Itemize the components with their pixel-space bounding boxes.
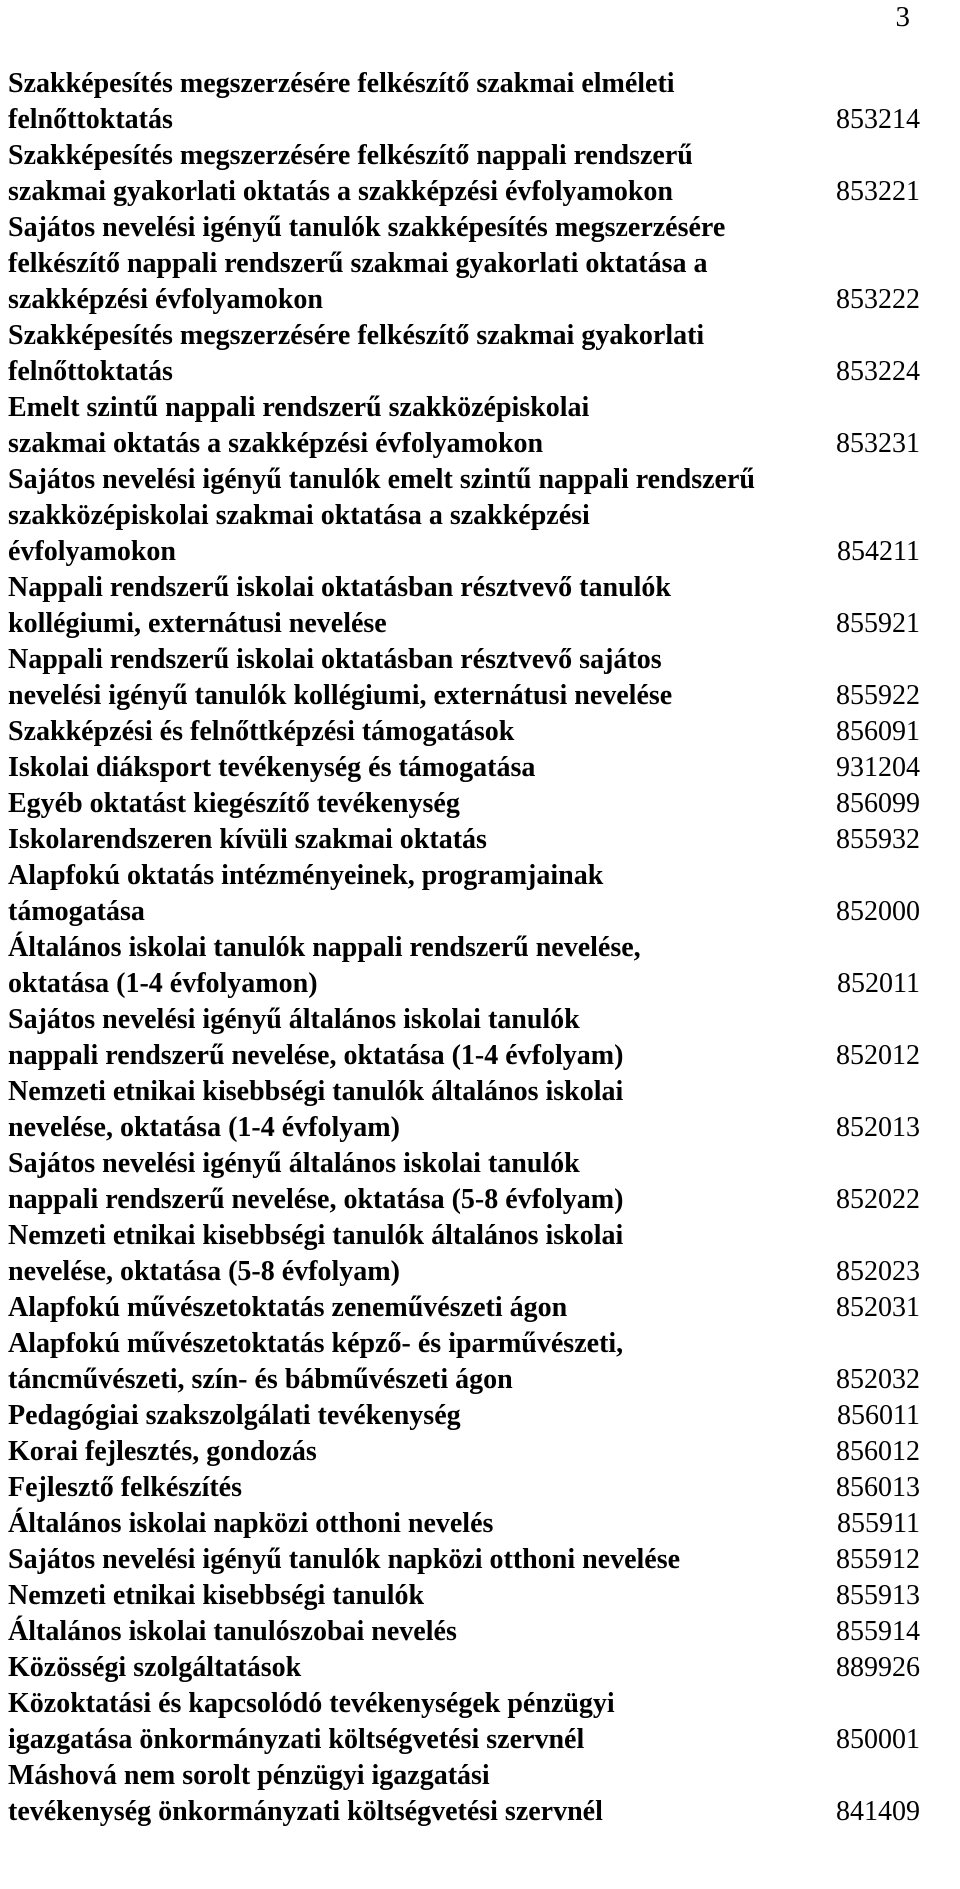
activity-name: Közösségi szolgáltatások	[8, 1652, 302, 1683]
activity-name: Közoktatási és kapcsolódó tevékenységek pénzügyi igazgatása önkormányzati költségvetési szervnél	[8, 1688, 615, 1755]
activity-name: Szakképesítés megszerzésére felkészítő szakmai gyakorlati felnőttoktatás	[8, 320, 705, 387]
list-item	[8, 570, 920, 642]
list-item	[8, 210, 920, 318]
activity-code: 855922	[836, 680, 920, 711]
list-item	[8, 786, 920, 822]
activity-code: 853214	[836, 104, 920, 135]
activity-name: Sajátos nevelési igényű általános iskolai tanulók nappali rendszerű nevelése, oktatása (1-4 évfolyam)	[8, 1004, 624, 1071]
activity-code: 850001	[836, 1724, 920, 1755]
activity-code: 853231	[836, 428, 920, 459]
activity-code: 856099	[836, 788, 920, 819]
list-item	[8, 66, 920, 138]
activity-name: Szakképesítés megszerzésére felkészítő nappali rendszerű szakmai gyakorlati oktatás a szakképzési évfolyamokon	[8, 140, 693, 207]
activity-name: Nappali rendszerű iskolai oktatásban résztvevő tanulók kollégiumi, externátusi nevelése	[8, 572, 671, 639]
activity-code: 889926	[836, 1652, 920, 1683]
list-item	[8, 1470, 920, 1506]
activity-code: 856013	[836, 1472, 920, 1503]
list-item	[8, 858, 920, 930]
activity-code: 852000	[836, 896, 920, 927]
activity-name: Nemzeti etnikai kisebbségi tanulók általános iskolai nevelése, oktatása (1-4 évfolyam)	[8, 1076, 624, 1143]
list-item	[8, 1398, 920, 1434]
activity-code: 853221	[836, 176, 920, 207]
activity-code: 852023	[836, 1256, 920, 1287]
activity-name: Iskolai diáksport tevékenység és támogatása	[8, 752, 536, 783]
activity-name: Iskolarendszeren kívüli szakmai oktatás	[8, 824, 487, 855]
activity-code: 931204	[836, 752, 920, 783]
activity-code: 856012	[836, 1436, 920, 1467]
activity-code: 853224	[836, 356, 920, 387]
activity-name: Általános iskolai tanulók nappali rendszerű nevelése, oktatása (1-4 évfolyamon)	[8, 932, 641, 999]
list-item	[8, 930, 920, 1002]
activity-name: Nemzeti etnikai kisebbségi tanulók	[8, 1580, 425, 1611]
activity-name: Szakképesítés megszerzésére felkészítő szakmai elméleti felnőttoktatás	[8, 68, 675, 135]
activity-code: 852012	[836, 1040, 920, 1071]
activity-name: Nemzeti etnikai kisebbségi tanulók általános iskolai nevelése, oktatása (5-8 évfolyam)	[8, 1220, 624, 1287]
activity-name: Sajátos nevelési igényű általános iskolai tanulók nappali rendszerű nevelése, oktatása (5-8 évfolyam)	[8, 1148, 624, 1215]
list-item	[8, 390, 920, 462]
activity-name: Pedagógiai szakszolgálati tevékenység	[8, 1400, 461, 1431]
activity-code: 852011	[837, 968, 920, 999]
list-item	[8, 1218, 920, 1290]
activity-code: 855914	[836, 1616, 920, 1647]
activity-code: 853222	[836, 284, 920, 315]
activity-name: Máshová nem sorolt pénzügyi igazgatási tevékenység önkormányzati költségvetési szervnél	[8, 1760, 603, 1827]
activity-name: Egyéb oktatást kiegészítő tevékenység	[8, 788, 460, 819]
activity-code: 852022	[836, 1184, 920, 1215]
list-item	[8, 1758, 920, 1830]
activity-name: Általános iskolai napközi otthoni nevelés	[8, 1508, 494, 1539]
activity-code: 855911	[837, 1508, 920, 1539]
list-item	[8, 1326, 920, 1398]
page-number: 3	[895, 1, 910, 33]
list-item	[8, 822, 920, 858]
list-item	[8, 1578, 920, 1614]
list-item	[8, 714, 920, 750]
list-item	[8, 1146, 920, 1218]
list-item	[8, 750, 920, 786]
list-item	[8, 1614, 920, 1650]
list-item	[8, 1506, 920, 1542]
activity-name: Alapfokú művészetoktatás képző- és iparművészeti, táncművészeti, szín- és bábművészeti ágon	[8, 1328, 624, 1395]
activity-code: 855912	[836, 1544, 920, 1575]
activity-name: Nappali rendszerű iskolai oktatásban résztvevő sajátos nevelési igényű tanulók kollégiumi, externátusi nevelése	[8, 644, 673, 711]
activity-name: Szakképzési és felnőttképzési támogatások	[8, 716, 515, 747]
activity-code: 856091	[836, 716, 920, 747]
activity-name: Sajátos nevelési igényű tanulók emelt szintű nappali rendszerű szakközépiskolai szakmai oktatása a szakképzési évfolyamokon	[8, 464, 755, 567]
activity-name: Emelt szintű nappali rendszerű szakközépiskolai szakmai oktatás a szakképzési évfolyamokon	[8, 392, 590, 459]
activity-name: Korai fejlesztés, gondozás	[8, 1436, 317, 1467]
activity-name: Általános iskolai tanulószobai nevelés	[8, 1616, 457, 1647]
list-item	[8, 642, 920, 714]
activity-name: Fejlesztő felkészítés	[8, 1472, 242, 1503]
list-item	[8, 1650, 920, 1686]
activity-code: 852031	[836, 1292, 920, 1323]
list-item	[8, 318, 920, 390]
activity-code: 855921	[836, 608, 920, 639]
list-item	[8, 1686, 920, 1758]
list-item	[8, 1290, 920, 1326]
activity-code: 852032	[836, 1364, 920, 1395]
activity-name: Alapfokú oktatás intézményeinek, programjainak támogatása	[8, 860, 604, 927]
list-item	[8, 1542, 920, 1578]
list-item	[8, 1002, 920, 1074]
list-item	[8, 1434, 920, 1470]
activity-code: 841409	[836, 1796, 920, 1827]
list-item	[8, 138, 920, 210]
activity-code: 854211	[837, 536, 920, 567]
activity-name: Alapfokú művészetoktatás zeneművészeti ágon	[8, 1292, 568, 1323]
list-item	[8, 1074, 920, 1146]
activity-code: 855932	[836, 824, 920, 855]
activity-name: Sajátos nevelési igényű tanulók napközi otthoni nevelése	[8, 1544, 681, 1575]
activity-name: Sajátos nevelési igényű tanulók szakképesítés megszerzésére felkészítő nappali rendszerű szakmai gyakorlati oktatása a szakképzési évfolyamokon	[8, 212, 726, 315]
activity-code: 855913	[836, 1580, 920, 1611]
activity-code-list	[8, 66, 920, 1830]
activity-code: 856011	[837, 1400, 920, 1431]
list-item	[8, 462, 920, 570]
activity-code: 852013	[836, 1112, 920, 1143]
